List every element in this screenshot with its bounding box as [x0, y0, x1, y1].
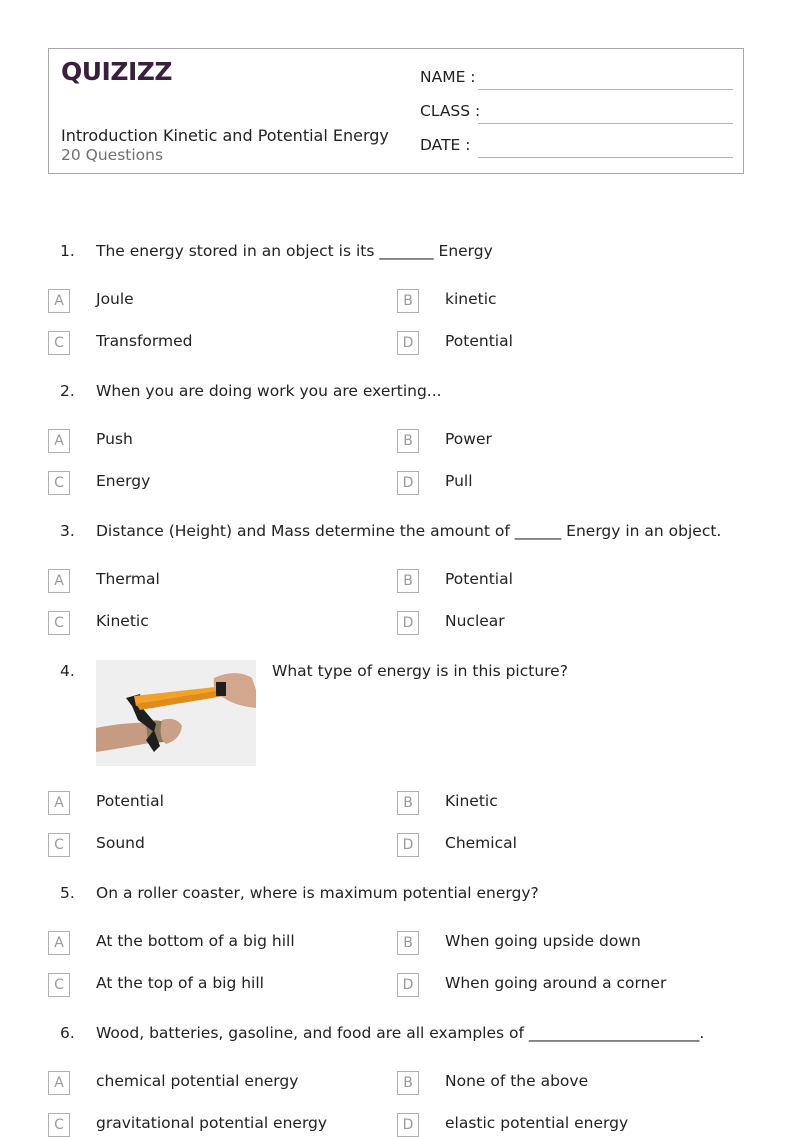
option-letter: D	[397, 973, 419, 997]
option-text: Joule	[96, 290, 134, 308]
option-letter: D	[397, 1113, 419, 1137]
option-letter: C	[48, 973, 70, 997]
question-text: Distance (Height) and Mass determine the amount of ______ Energy in an object.	[96, 522, 722, 540]
option-text: When going around a corner	[445, 974, 667, 992]
option-letter: D	[397, 611, 419, 635]
class-label: CLASS :	[420, 102, 481, 120]
option-letter: A	[48, 429, 70, 453]
option-letter: B	[397, 931, 419, 955]
option-text: Chemical	[445, 834, 517, 852]
slingshot-image	[96, 660, 256, 766]
slingshot-drawing	[96, 660, 256, 766]
question-number: 4.	[60, 662, 75, 680]
option-letter: A	[48, 931, 70, 955]
option-letter: B	[397, 289, 419, 313]
option-letter: D	[397, 833, 419, 857]
option-text: Kinetic	[445, 792, 498, 810]
option-letter: A	[48, 1071, 70, 1095]
option-letter: C	[48, 611, 70, 635]
option-text: Nuclear	[445, 612, 505, 630]
option-letter: C	[48, 331, 70, 355]
option-text: When going upside down	[445, 932, 641, 950]
question-number: 3.	[60, 522, 75, 540]
question-count: 20 Questions	[61, 146, 164, 164]
option-letter: B	[397, 791, 419, 815]
option-letter: D	[397, 331, 419, 355]
option-text: None of the above	[445, 1072, 589, 1090]
option-text: At the top of a big hill	[96, 974, 264, 992]
option-letter: B	[397, 429, 419, 453]
worksheet-title: Introduction Kinetic and Potential Energy	[61, 126, 389, 145]
option-letter: A	[48, 569, 70, 593]
date-label: DATE :	[420, 136, 471, 154]
option-text: kinetic	[445, 290, 497, 308]
question-text: Wood, batteries, gasoline, and food are all examples of ______________________.	[96, 1024, 705, 1042]
option-text: Transformed	[96, 332, 193, 350]
option-text: Sound	[96, 834, 145, 852]
question-number: 2.	[60, 382, 75, 400]
class-line	[478, 123, 733, 124]
question-number: 5.	[60, 884, 75, 902]
option-letter: A	[48, 791, 70, 815]
option-letter: B	[397, 1071, 419, 1095]
option-text: elastic potential energy	[445, 1114, 629, 1132]
option-text: Pull	[445, 472, 473, 490]
option-text: chemical potential energy	[96, 1072, 299, 1090]
option-text: gravitational potential energy	[96, 1114, 328, 1132]
option-text: Push	[96, 430, 133, 448]
option-text: Potential	[96, 792, 164, 810]
option-letter: C	[48, 833, 70, 857]
option-text: Power	[445, 430, 492, 448]
question-text: What type of energy is in this picture?	[272, 662, 568, 680]
option-text: At the bottom of a big hill	[96, 932, 295, 950]
option-text: Kinetic	[96, 612, 149, 630]
option-letter: A	[48, 289, 70, 313]
option-text: Energy	[96, 472, 151, 490]
name-label: NAME :	[420, 68, 476, 86]
question-text: When you are doing work you are exerting...	[96, 382, 442, 400]
option-letter: C	[48, 471, 70, 495]
worksheet-header	[48, 48, 744, 174]
option-letter: C	[48, 1113, 70, 1137]
option-letter: D	[397, 471, 419, 495]
question-number: 6.	[60, 1024, 75, 1042]
option-text: Thermal	[96, 570, 160, 588]
question-number: 1.	[60, 242, 75, 260]
quizizz-logo: QUIZIZZ	[61, 57, 173, 86]
name-line	[478, 89, 733, 90]
option-text: Potential	[445, 332, 513, 350]
question-text: The energy stored in an object is its _______ Energy	[96, 242, 493, 260]
option-letter: B	[397, 569, 419, 593]
option-text: Potential	[445, 570, 513, 588]
question-text: On a roller coaster, where is maximum potential energy?	[96, 884, 539, 902]
date-line	[478, 157, 733, 158]
